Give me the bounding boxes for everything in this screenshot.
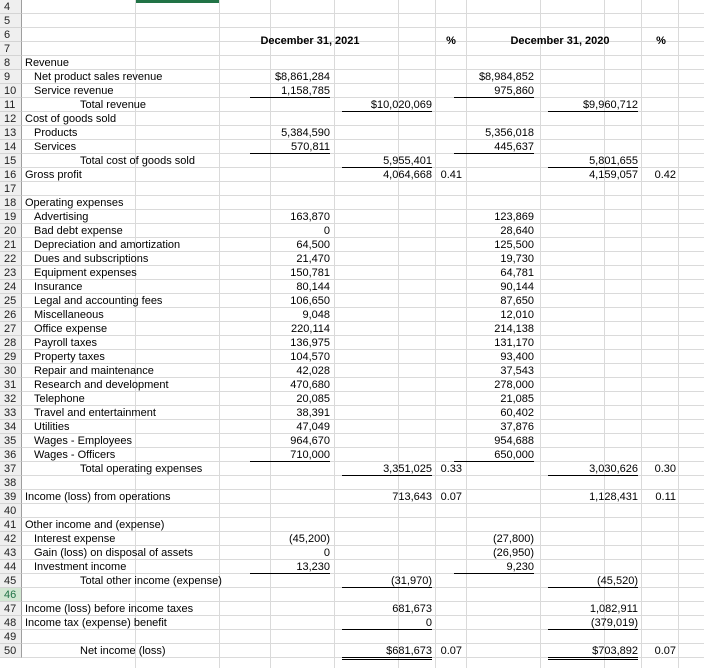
row-header[interactable]: 28 — [0, 336, 22, 350]
percent-cell[interactable]: 0.30 — [654, 463, 676, 475]
row-label[interactable]: Service revenue — [34, 85, 114, 97]
amount-cell[interactable]: 570,811 — [250, 140, 330, 154]
row-header[interactable]: 18 — [0, 196, 22, 210]
row-header[interactable]: 14 — [0, 140, 22, 154]
row-label[interactable]: Net product sales revenue — [34, 71, 163, 83]
row-label[interactable]: Income tax (expense) benefit — [25, 617, 167, 629]
amount-cell[interactable]: 1,128,431 — [589, 491, 638, 503]
grid-row — [22, 182, 704, 196]
row-header[interactable]: 5 — [0, 14, 22, 28]
row-header[interactable]: 13 — [0, 126, 22, 140]
row-label[interactable]: Interest expense — [34, 533, 116, 545]
row-header[interactable]: 30 — [0, 364, 22, 378]
grid-row — [22, 630, 704, 644]
amount-cell[interactable]: 954,688 — [494, 435, 534, 447]
percent-cell[interactable]: 0.07 — [440, 491, 462, 503]
row-header[interactable]: 17 — [0, 182, 22, 196]
amount-cell[interactable]: 1,158,785 — [250, 84, 330, 98]
row-label[interactable]: Office expense — [34, 323, 108, 335]
row-label[interactable]: Research and development — [34, 379, 169, 391]
row-label[interactable]: Other income and (expense) — [25, 519, 165, 531]
percent-cell[interactable]: 0.11 — [655, 491, 676, 503]
row-header[interactable]: 8 — [0, 56, 22, 70]
percent-cell[interactable]: 0.07 — [654, 645, 676, 657]
amount-cell[interactable]: $8,861,284 — [274, 71, 330, 83]
amount-cell[interactable]: 3,351,025 — [342, 462, 432, 476]
column-gridline — [678, 0, 679, 668]
row-header[interactable]: 4 — [0, 0, 22, 14]
amount-cell[interactable]: 4,159,057 — [589, 169, 638, 181]
amount-cell[interactable]: 21,470 — [296, 253, 330, 265]
row-header[interactable]: 45 — [0, 574, 22, 588]
row-header[interactable]: 33 — [0, 406, 22, 420]
row-header[interactable]: 34 — [0, 420, 22, 434]
amount-cell[interactable]: 9,048 — [302, 309, 330, 321]
amount-cell[interactable]: 650,000 — [454, 448, 534, 462]
row-label[interactable]: Telephone — [34, 393, 85, 405]
row-header[interactable]: 24 — [0, 280, 22, 294]
row-label[interactable]: Equipment expenses — [34, 267, 137, 279]
row-label[interactable]: Net income (loss) — [80, 645, 166, 657]
amount-cell[interactable]: 38,391 — [296, 407, 330, 419]
amount-cell[interactable]: 90,144 — [500, 281, 534, 293]
amount-cell[interactable]: 19,730 — [500, 253, 534, 265]
amount-cell[interactable]: 0 — [323, 225, 330, 237]
amount-cell[interactable]: 0 — [342, 616, 432, 630]
row-header[interactable]: 37 — [0, 462, 22, 476]
amount-cell[interactable]: 220,114 — [291, 323, 330, 335]
row-label[interactable]: Gain (loss) on disposal of assets — [34, 547, 193, 559]
row-header[interactable]: 49 — [0, 630, 22, 644]
amount-cell[interactable]: 964,670 — [290, 435, 330, 447]
row-header[interactable]: 42 — [0, 532, 22, 546]
amount-cell[interactable]: 64,781 — [500, 267, 534, 279]
column-gridline — [540, 0, 541, 668]
row-header[interactable]: 48 — [0, 616, 22, 630]
amount-cell[interactable]: 136,975 — [290, 337, 330, 349]
row-header[interactable]: 43 — [0, 546, 22, 560]
column-gridline — [334, 0, 335, 668]
amount-cell[interactable]: 470,680 — [290, 379, 330, 391]
percent-cell[interactable]: 0.42 — [654, 169, 676, 181]
amount-cell[interactable]: 93,400 — [500, 351, 534, 363]
row-label[interactable]: Dues and subscriptions — [34, 253, 149, 265]
row-header[interactable]: 47 — [0, 602, 22, 616]
percent-cell[interactable]: 0.41 — [440, 169, 462, 181]
amount-cell[interactable]: 150,781 — [290, 267, 330, 279]
amount-cell[interactable]: 1,082,911 — [589, 603, 638, 615]
row-label[interactable]: Gross profit — [25, 169, 82, 181]
row-header[interactable]: 32 — [0, 392, 22, 406]
row-label[interactable]: Total cost of goods sold — [80, 155, 195, 167]
row-header[interactable]: 29 — [0, 350, 22, 364]
amount-cell[interactable]: 681,673 — [392, 603, 432, 615]
amount-cell[interactable]: (27,800) — [493, 533, 534, 545]
row-header[interactable]: 39 — [0, 490, 22, 504]
amount-cell[interactable]: 975,860 — [454, 84, 534, 98]
row-header[interactable]: 38 — [0, 476, 22, 490]
amount-cell[interactable]: $9,960,712 — [548, 98, 638, 112]
row-label[interactable]: Cost of goods sold — [25, 113, 117, 125]
grid-row — [22, 14, 704, 28]
row-header[interactable]: 20 — [0, 224, 22, 238]
percent-cell[interactable]: 0.33 — [440, 463, 462, 475]
row-header[interactable]: 46 — [0, 588, 22, 602]
amount-cell[interactable]: $703,892 — [548, 644, 638, 660]
amount-cell[interactable]: 5,384,590 — [281, 127, 330, 139]
row-label[interactable]: Utilities — [34, 421, 70, 433]
row-header[interactable]: 50 — [0, 644, 22, 658]
amount-cell[interactable]: 4,064,668 — [383, 169, 432, 181]
row-header[interactable]: 6 — [0, 28, 22, 42]
header-2020[interactable]: December 31, 2020 — [510, 35, 610, 47]
amount-cell[interactable]: 278,000 — [494, 379, 534, 391]
amount-cell[interactable]: 42,028 — [296, 365, 330, 377]
amount-cell[interactable]: 28,640 — [500, 225, 534, 237]
row-header[interactable]: 19 — [0, 210, 22, 224]
grid-row — [22, 0, 704, 14]
row-label[interactable]: Revenue — [25, 57, 70, 69]
amount-cell[interactable]: (26,950) — [493, 547, 534, 559]
row-header[interactable]: 15 — [0, 154, 22, 168]
row-header[interactable]: 22 — [0, 252, 22, 266]
row-header[interactable]: 41 — [0, 518, 22, 532]
amount-cell[interactable]: 713,643 — [392, 491, 432, 503]
amount-cell[interactable]: 12,010 — [500, 309, 534, 321]
percent-cell[interactable]: 0.07 — [440, 645, 462, 657]
row-label[interactable]: Advertising — [34, 211, 89, 223]
row-header[interactable]: 36 — [0, 448, 22, 462]
amount-cell[interactable]: 80,144 — [296, 281, 330, 293]
amount-cell[interactable]: 5,801,655 — [548, 154, 638, 168]
row-label[interactable]: Depreciation and amortization — [34, 239, 181, 251]
row-header[interactable]: 44 — [0, 560, 22, 574]
row-header[interactable]: 11 — [0, 98, 22, 112]
row-label[interactable]: Travel and entertainment — [34, 407, 156, 419]
row-header[interactable]: 10 — [0, 84, 22, 98]
row-label[interactable]: Repair and maintenance — [34, 365, 154, 377]
amount-cell[interactable]: 37,543 — [500, 365, 534, 377]
row-label[interactable]: Insurance — [34, 281, 83, 293]
row-header[interactable]: 40 — [0, 504, 22, 518]
amount-cell[interactable]: 87,650 — [500, 295, 534, 307]
amount-cell[interactable]: 5,356,018 — [485, 127, 534, 139]
row-label[interactable]: Investment income — [34, 561, 127, 573]
amount-cell[interactable]: 5,955,401 — [342, 154, 432, 168]
amount-cell[interactable]: (379,019) — [548, 616, 638, 630]
row-label[interactable]: Wages - Officers — [34, 449, 116, 461]
amount-cell[interactable]: (31,970) — [342, 574, 432, 588]
row-label[interactable]: Income (loss) before income taxes — [25, 603, 194, 615]
row-label[interactable]: Bad debt expense — [34, 225, 123, 237]
amount-cell[interactable]: 106,650 — [290, 295, 330, 307]
amount-cell[interactable]: 125,500 — [494, 239, 534, 251]
header-pct-2021[interactable]: % — [446, 35, 456, 47]
amount-cell[interactable]: 47,049 — [296, 421, 330, 433]
amount-cell[interactable]: 9,230 — [454, 560, 534, 574]
amount-cell[interactable]: 13,230 — [250, 560, 330, 574]
amount-cell[interactable]: 445,637 — [454, 140, 534, 154]
row-label[interactable]: Property taxes — [34, 351, 105, 363]
row-header[interactable]: 27 — [0, 322, 22, 336]
row-label[interactable]: Products — [34, 127, 78, 139]
amount-cell[interactable]: 20,085 — [296, 393, 330, 405]
row-header[interactable]: 9 — [0, 70, 22, 84]
row-header[interactable]: 25 — [0, 294, 22, 308]
row-header[interactable]: 16 — [0, 168, 22, 182]
row-label[interactable]: Total other income (expense) — [80, 575, 222, 587]
row-label[interactable]: Wages - Employees — [34, 435, 133, 447]
row-label[interactable]: Legal and accounting fees — [34, 295, 163, 307]
row-label[interactable]: Income (loss) from operations — [25, 491, 171, 503]
grid-row — [22, 504, 704, 518]
amount-cell[interactable]: 131,170 — [494, 337, 534, 349]
amount-cell[interactable]: 163,870 — [290, 211, 330, 223]
amount-cell[interactable]: 64,500 — [296, 239, 330, 251]
amount-cell[interactable]: 21,085 — [500, 393, 534, 405]
row-header[interactable]: 35 — [0, 434, 22, 448]
grid-row — [22, 476, 704, 490]
row-label[interactable]: Payroll taxes — [34, 337, 97, 349]
row-label[interactable]: Total revenue — [80, 99, 147, 111]
row-label[interactable]: Miscellaneous — [34, 309, 104, 321]
row-label[interactable]: Total operating expenses — [80, 463, 203, 475]
row-label[interactable]: Services — [34, 141, 77, 153]
row-header[interactable]: 7 — [0, 42, 22, 56]
column-gridline — [641, 0, 642, 668]
amount-cell[interactable]: 214,138 — [494, 323, 534, 335]
amount-cell[interactable]: 0 — [323, 547, 330, 559]
amount-cell[interactable]: 104,570 — [290, 351, 330, 363]
row-header[interactable]: 21 — [0, 238, 22, 252]
amount-cell[interactable]: $10,020,069 — [342, 98, 432, 112]
amount-cell[interactable]: (45,520) — [548, 574, 638, 588]
column-gridline — [435, 0, 436, 668]
row-label[interactable]: Operating expenses — [25, 197, 124, 209]
amount-cell[interactable]: $681,673 — [342, 644, 432, 660]
amount-cell[interactable]: 710,000 — [250, 448, 330, 462]
header-pct-2020[interactable]: % — [656, 35, 666, 47]
amount-cell[interactable]: 60,402 — [500, 407, 534, 419]
amount-cell[interactable]: (45,200) — [289, 533, 330, 545]
amount-cell[interactable]: 3,030,626 — [548, 462, 638, 476]
row-header[interactable]: 23 — [0, 266, 22, 280]
row-header[interactable]: 12 — [0, 112, 22, 126]
amount-cell[interactable]: 123,869 — [494, 211, 534, 223]
grid-row — [22, 588, 704, 602]
row-header[interactable]: 31 — [0, 378, 22, 392]
amount-cell[interactable]: 37,876 — [500, 421, 534, 433]
amount-cell[interactable]: $8,984,852 — [478, 71, 534, 83]
header-2021[interactable]: December 31, 2021 — [260, 35, 360, 47]
row-header[interactable]: 26 — [0, 308, 22, 322]
